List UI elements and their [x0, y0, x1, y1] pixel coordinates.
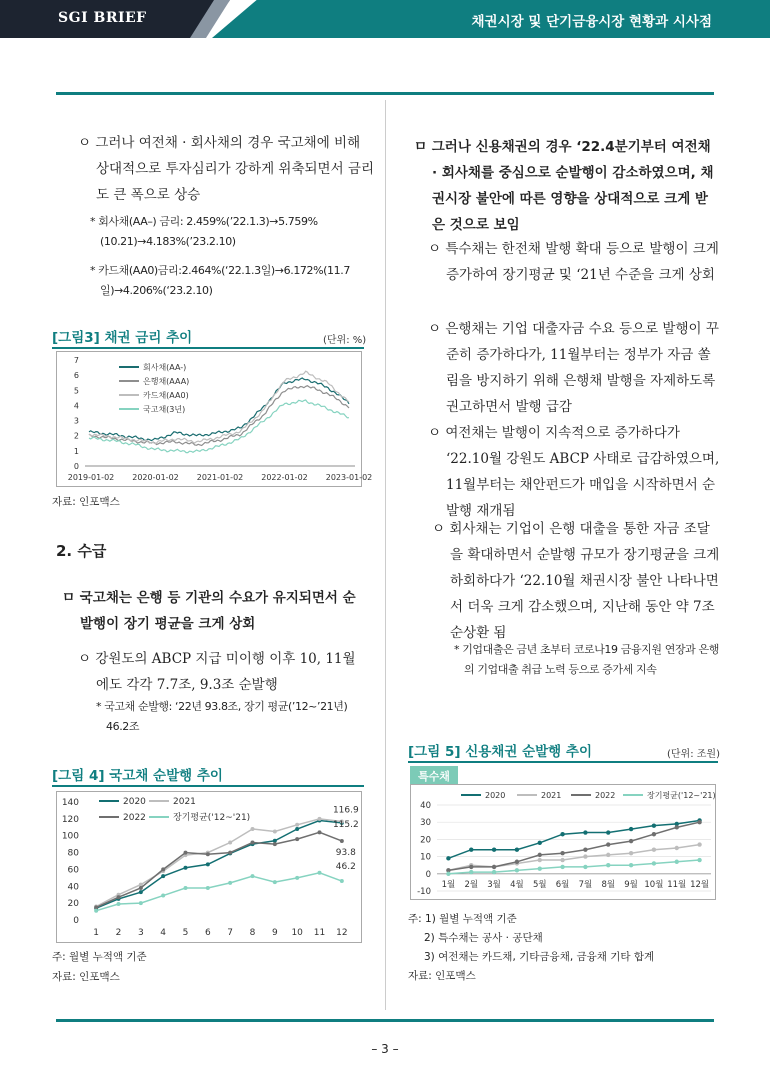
- fig4-data-label: 46.2: [335, 862, 356, 873]
- fig3-series-line: [89, 400, 349, 453]
- fig5-data-point: [652, 848, 656, 852]
- fig5-y-tick: 20: [420, 835, 431, 846]
- fig4-data-point: [139, 901, 143, 905]
- fig4-legend-label: 2022: [123, 813, 146, 823]
- fig5-data-point: [697, 858, 701, 862]
- fig5-x-tick: 11월: [667, 880, 687, 890]
- fig3-y-tick: 2: [73, 431, 79, 441]
- fig3-legend-label: 은행채(AAA): [143, 377, 190, 386]
- fig4-y-tick: 80: [67, 848, 79, 859]
- column-divider: [385, 100, 386, 1010]
- fig5-data-point: [652, 823, 656, 827]
- fig5-data-point: [538, 853, 542, 857]
- fig3-y-tick: 0: [73, 462, 79, 471]
- fig3-y-tick: 1: [73, 446, 79, 456]
- fig3-svg: [57, 352, 373, 486]
- right-paragraph-4: ㅇ 회사채는 기업이 은행 대출을 통한 자금 조달을 확대하면서 순발행 규모가 장기평균을 크게 하회하다가 ‘22.10월 채권시장 불안 나타나면서 더욱 크게 감소했으며, 지난해 동안 약 7조 순상환 됨: [432, 521, 720, 641]
- fig3-y-tick: 6: [73, 371, 79, 381]
- left-paragraph-2: ㅇ 강원도의 ABCP 지급 미이행 이후 10, 11월에도 각각 7.7조, 9.3조 순발행: [78, 651, 356, 693]
- fig5-x-tick: 12월: [690, 880, 710, 890]
- fig4-legend-label: 2020: [123, 797, 146, 807]
- fig4-data-point: [273, 830, 277, 834]
- fig4-x-tick: 4: [160, 928, 167, 938]
- fig4-data-point: [139, 886, 143, 890]
- fig5-x-tick: 2월: [464, 880, 479, 890]
- fig4-y-tick: 100: [61, 831, 79, 842]
- fig4-y-tick: 60: [67, 865, 79, 876]
- fig5-data-point: [697, 820, 701, 824]
- fig4-x-tick: 1: [93, 928, 100, 938]
- fig4-y-tick: 40: [67, 882, 79, 893]
- fig4-data-point: [295, 876, 299, 880]
- fig3-legend-label: 회사채(AA-): [143, 363, 187, 372]
- fig5-data-point: [583, 848, 587, 852]
- fig5-data-point: [652, 861, 656, 865]
- fig4-x-tick: 10: [291, 928, 303, 938]
- fig4-data-point: [340, 879, 344, 883]
- fig5-x-tick: 3월: [487, 880, 501, 890]
- fig5-data-point: [515, 868, 519, 872]
- fig4-x-tick: 2: [115, 928, 122, 938]
- fig5-note-1: 주: 1) 월별 누적액 기준: [408, 913, 517, 925]
- fig4-data-point: [318, 830, 322, 834]
- fig5-data-point: [675, 860, 679, 864]
- fig4-data-point: [228, 851, 232, 855]
- fig4-series-line: [96, 819, 342, 907]
- fig4-data-point: [318, 871, 322, 875]
- fig5-data-point: [652, 832, 656, 836]
- fig3-legend-label: 카드채(AA0): [143, 391, 189, 400]
- fig5-data-point: [560, 851, 564, 855]
- fig5-title: [그림 5] 신용채권 순발행 추이: [408, 744, 592, 760]
- fig4-x-tick: 12: [336, 928, 348, 938]
- fig5-svg: [411, 785, 715, 899]
- fig4-data-point: [117, 895, 121, 899]
- fig5-unit: (단위: 조원): [667, 749, 720, 760]
- fig4-data-point: [206, 852, 210, 856]
- fig5-y-tick: 0: [425, 869, 431, 880]
- fig4-x-tick: 9: [271, 928, 278, 938]
- fig5-data-point: [606, 842, 610, 846]
- fig5-legend-label: 2020: [485, 791, 506, 800]
- fig4-data-point: [206, 886, 210, 890]
- fig4-data-point: [228, 881, 232, 885]
- fig5-data-point: [446, 856, 450, 860]
- fig5-data-point: [583, 854, 587, 858]
- fig3-x-tick: 2021-01-02: [196, 473, 244, 482]
- fig5-data-point: [629, 827, 633, 831]
- fig4-x-tick: 3: [137, 928, 144, 938]
- fig4-data-point: [318, 817, 322, 821]
- fig5-legend-label: 장기평균('12~'21): [647, 791, 716, 800]
- left-heading-1: ㅁ 국고채는 은행 등 기관의 수요가 유지되면서 순발행이 장기 평균을 크게 상회: [62, 590, 356, 632]
- fig5-badge: 특수채: [410, 766, 458, 786]
- fig5-data-point: [469, 865, 473, 869]
- document-title: 채권시장 및 단기금융시장 현황과 시사점: [471, 14, 712, 30]
- fig5-data-point: [629, 863, 633, 867]
- fig5-x-tick: 6월: [555, 880, 570, 890]
- fig3-x-tick: 2019-01-02: [67, 473, 115, 482]
- fig5-y-tick: 40: [420, 801, 431, 811]
- fig5-data-point: [446, 872, 450, 876]
- fig4-data-point: [184, 851, 188, 855]
- fig5-data-point: [538, 866, 542, 870]
- fig4-data-point: [94, 909, 98, 913]
- fig3-rule: [52, 347, 364, 349]
- fig5-data-point: [675, 846, 679, 850]
- fig3-x-tick: 2023-01-02: [325, 473, 373, 482]
- fig3-unit: (단위: %): [323, 335, 367, 346]
- fig5-data-point: [675, 825, 679, 829]
- right-note-1: * 기업대출은 금년 초부터 코로나19 금융지원 연장과 은행의 기업대출 취급 노력 등으로 증가세 지속: [454, 643, 719, 676]
- bottom-rule: [56, 1019, 714, 1022]
- fig5-x-tick: 9월: [624, 880, 638, 890]
- page-number: – 3 –: [371, 1042, 399, 1056]
- fig4-data-point: [251, 840, 255, 844]
- fig5-legend-label: 2021: [541, 791, 562, 800]
- fig4-legend-label: 장기평균('12~'21): [173, 813, 251, 823]
- fig5-data-point: [515, 848, 519, 852]
- fig5-legend-label: 2022: [595, 791, 616, 800]
- fig5-data-point: [515, 860, 519, 864]
- fig4-data-point: [251, 827, 255, 831]
- fig5-data-point: [538, 841, 542, 845]
- fig3-chart: [56, 351, 373, 487]
- fig5-data-point: [583, 865, 587, 869]
- fig3-source: 자료: 인포맥스: [52, 496, 120, 508]
- fig5-x-tick: 4월: [510, 880, 524, 890]
- fig5-x-tick: 1월: [441, 880, 456, 890]
- fig4-data-point: [273, 880, 277, 884]
- fig4-data-point: [228, 840, 232, 844]
- fig3-y-tick: 4: [73, 401, 79, 411]
- fig5-data-point: [583, 830, 587, 834]
- fig3-y-tick: 3: [73, 416, 79, 426]
- fig5-data-point: [629, 851, 633, 855]
- fig5-data-point: [469, 848, 473, 852]
- fig3-x-tick: 2022-01-02: [261, 473, 308, 482]
- fig5-chart: [410, 784, 716, 900]
- left-paragraph-1: ㅇ 그러나 여전채 · 회사채의 경우 국고채에 비해 상대적으로 투자심리가 강하게 위축되면서 금리도 큰 폭으로 상승: [78, 135, 374, 203]
- right-paragraph-1: ㅇ 특수채는 한전채 발행 확대 등으로 발행이 크게 증가하여 장기평균 및 ‘21년 수준을 크게 상회: [428, 241, 719, 283]
- fig4-series-line: [96, 832, 342, 907]
- fig4-y-tick: 140: [61, 798, 79, 808]
- right-heading-1: ㅁ 그러나 신용채권의 경우 ‘22.4분기부터 여전채 · 회사채를 중심으로 순발행이 감소하였으며, 채권시장 불안에 따른 영향을 상대적으로 크게 받은 것으로 보임: [414, 139, 714, 233]
- fig4-x-tick: 11: [313, 928, 326, 938]
- section-heading-supply: 2. 수급: [56, 542, 107, 560]
- fig5-note-3: 3) 여전채는 카드채, 기타금융채, 금융채 기타 합계: [424, 951, 655, 963]
- fig5-data-point: [697, 842, 701, 846]
- fig4-title: [그림 4] 국고채 순발행 추이: [52, 768, 223, 784]
- fig5-y-tick: 10: [420, 852, 431, 863]
- fig5-data-point: [606, 830, 610, 834]
- fig4-data-point: [161, 894, 165, 898]
- fig5-data-point: [606, 853, 610, 857]
- fig4-series-line: [96, 821, 342, 909]
- fig4-y-tick: 120: [61, 814, 79, 825]
- fig4-y-tick: 20: [67, 899, 79, 910]
- fig4-data-point: [295, 827, 299, 831]
- fig5-data-point: [538, 858, 542, 862]
- fig4-data-point: [340, 839, 344, 843]
- fig4-legend-label: 2021: [173, 797, 196, 807]
- fig5-y-tick: 30: [420, 818, 431, 829]
- fig5-source: 자료: 인포맥스: [408, 970, 476, 982]
- page-header: [0, 0, 770, 38]
- fig4-data-point: [184, 886, 188, 890]
- fig4-x-tick: 6: [204, 928, 211, 938]
- fig5-rule: [408, 761, 718, 763]
- fig5-data-point: [492, 870, 496, 874]
- right-paragraph-3: ㅇ 여전채는 발행이 지속적으로 증가하다가 ‘22.10월 강원도 ABCP 사태로 급감하였으며, 11월부터는 채안펀드가 매입을 시작하면서 순발행 재개됨: [428, 425, 720, 519]
- fig4-data-point: [161, 874, 165, 878]
- fig4-data-point: [273, 842, 277, 846]
- fig4-x-tick: 5: [182, 928, 189, 938]
- fig5-note-2: 2) 특수채는 공사 · 공단채: [424, 932, 543, 944]
- fig4-data-point: [161, 867, 165, 871]
- fig3-title: [그림3] 채권 금리 추이: [52, 330, 193, 346]
- fig3-y-tick: 7: [73, 356, 79, 365]
- fig4-x-tick: 8: [249, 928, 256, 938]
- fig5-data-point: [560, 858, 564, 862]
- fig4-data-point: [295, 837, 299, 841]
- fig5-x-tick: 7월: [578, 880, 593, 890]
- fig5-x-tick: 5월: [532, 880, 547, 890]
- fig3-x-tick: 2020-01-02: [132, 473, 179, 482]
- fig3-legend-label: 국고채(3년): [143, 405, 186, 414]
- fig5-y-tick: -10: [417, 887, 431, 897]
- fig4-data-label: 115.2: [332, 819, 359, 830]
- fig4-data-point: [295, 823, 299, 827]
- top-rule: [56, 92, 714, 95]
- fig5-x-tick: 8월: [601, 880, 616, 890]
- fig4-y-tick: 0: [73, 916, 79, 926]
- left-note-1: * 회사채(AA–) 금리: 2.459%(’22.1.3)→5.759%(10.21)→4.183%(’23.2.10): [90, 215, 318, 248]
- fig5-data-point: [560, 865, 564, 869]
- left-note-3: * 국고채 순발행: ‘22년 93.8조, 장기 평균(’12~’21년) 46.2조: [96, 700, 348, 733]
- fig4-data-point: [184, 866, 188, 870]
- fig5-data-point: [629, 839, 633, 843]
- fig5-x-tick: 10월: [644, 880, 664, 890]
- fig5-data-point: [469, 870, 473, 874]
- fig4-svg: [57, 792, 361, 942]
- right-paragraph-2: ㅇ 은행채는 기업 대출자금 수요 등으로 발행이 꾸준히 증가하다가, 11월부터는 정부가 자금 쏠림을 방지하기 위해 은행채 발행을 자제하도록 권고하면서 발행 급감: [428, 321, 719, 415]
- fig4-chart: [56, 791, 362, 943]
- fig4-note: 주: 월별 누적액 기준: [52, 951, 147, 963]
- fig5-data-point: [606, 863, 610, 867]
- fig4-source: 자료: 인포맥스: [52, 971, 120, 983]
- left-note-2: * 카드채(AA0)금리:2.464%(‘22.1.3일)→6.172%(11.7일)→4.206%(‘23.2.10): [90, 264, 350, 297]
- fig4-data-point: [251, 874, 255, 878]
- brand-logo: SGI BRIEF: [58, 10, 147, 26]
- fig4-x-tick: 7: [227, 928, 234, 938]
- fig4-data-point: [117, 902, 121, 906]
- fig3-y-tick: 5: [73, 386, 79, 396]
- fig4-data-label: 93.8: [335, 847, 356, 858]
- fig4-data-label: 116.9: [332, 805, 359, 816]
- fig5-data-point: [492, 848, 496, 852]
- fig4-data-point: [206, 862, 210, 866]
- fig4-rule: [52, 785, 364, 787]
- fig5-data-point: [560, 832, 564, 836]
- fig5-data-point: [492, 865, 496, 869]
- fig4-data-point: [139, 890, 143, 894]
